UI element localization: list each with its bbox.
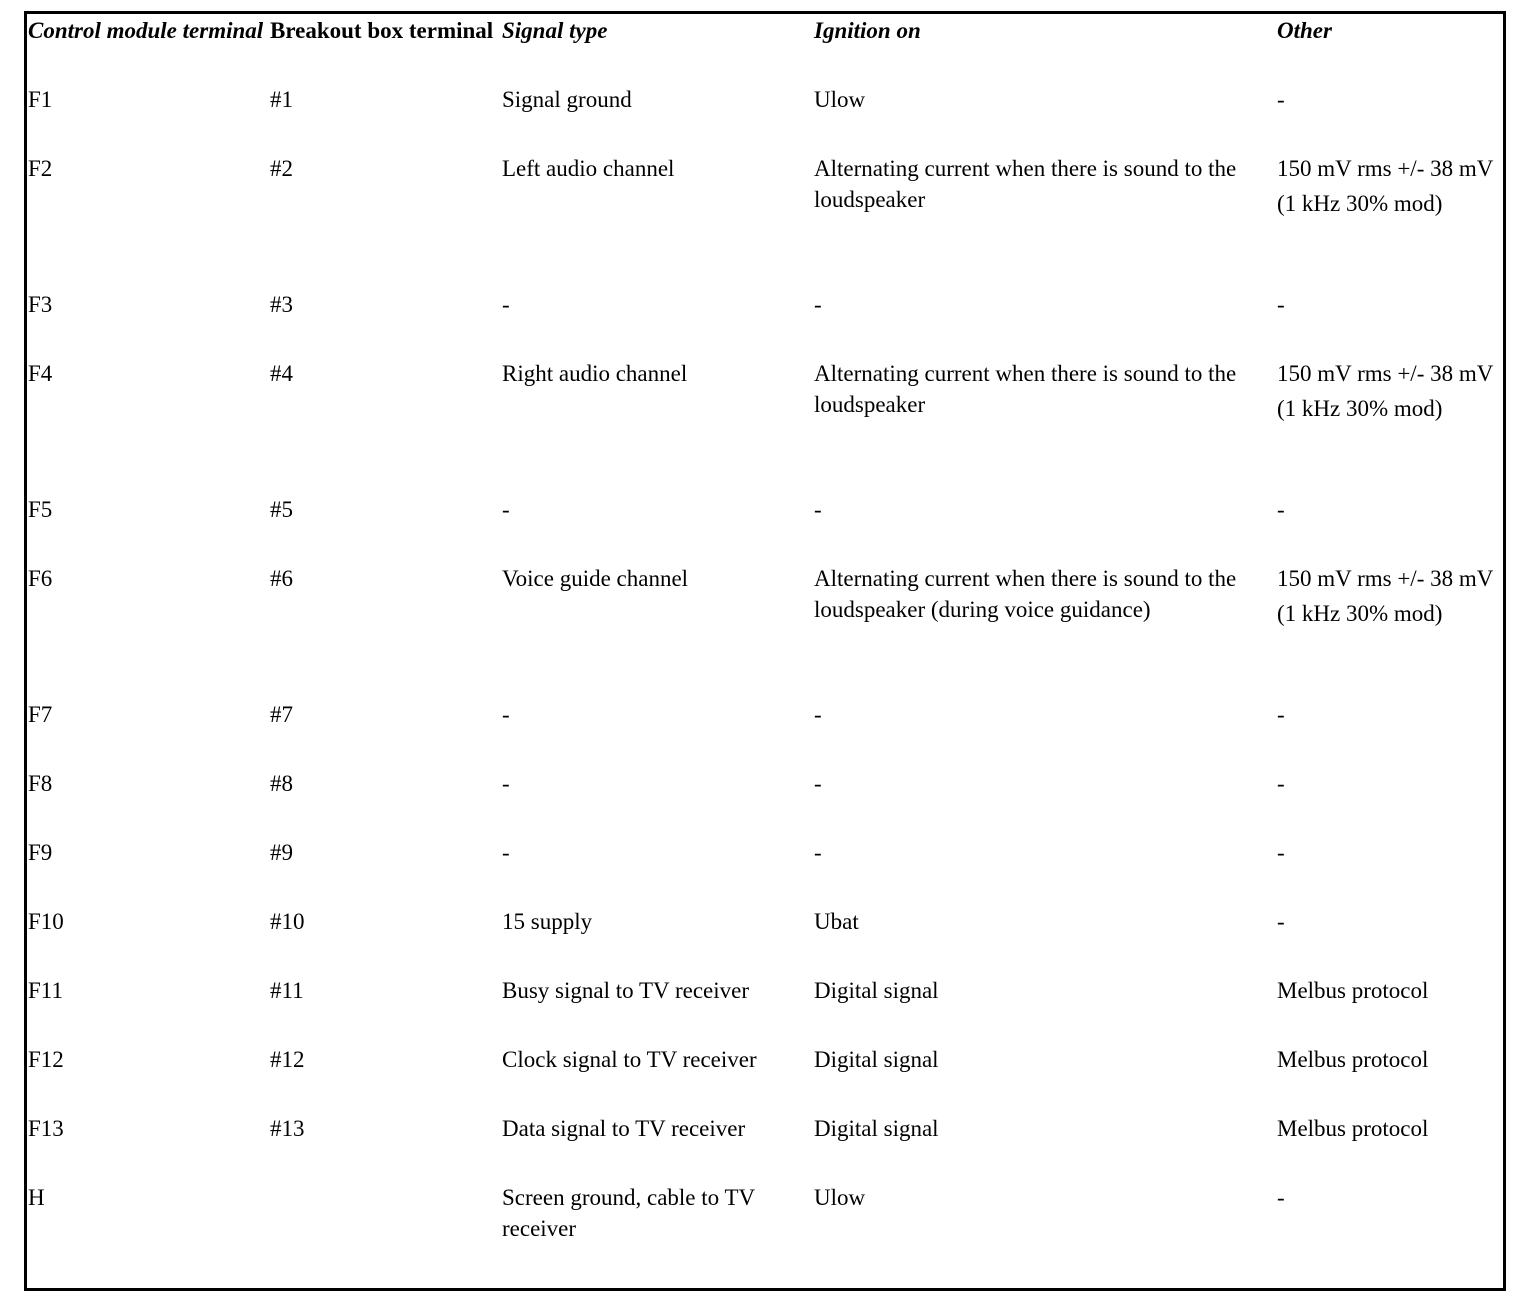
signal-type-cell: Right audio channel (502, 361, 688, 386)
other-note: (1 kHz 30% mod) (1277, 396, 1443, 421)
table-row (28, 358, 1500, 494)
other-cell: - (1277, 1185, 1285, 1210)
ignition-on-cell: Ulow (814, 87, 866, 112)
table-row (28, 494, 1500, 563)
other-cell: - (1277, 497, 1285, 522)
ignition-on-cell: - (814, 702, 822, 727)
table-row (28, 289, 1500, 358)
control-module-terminal-cell: H (28, 1185, 45, 1210)
breakout-box-terminal-cell: #6 (270, 566, 293, 591)
other-value: 150 mV rms +/- 38 mV (1277, 361, 1494, 386)
ignition-on-cell: - (814, 292, 822, 317)
breakout-box-terminal-cell: #10 (270, 909, 305, 934)
other-value: 150 mV rms +/- 38 mV (1277, 156, 1494, 181)
table-row (28, 1182, 1500, 1274)
control-module-terminal-cell: F9 (28, 840, 53, 865)
other-cell: - (1277, 840, 1285, 865)
other-cell: - (1277, 292, 1285, 317)
control-module-terminal-cell: F6 (28, 566, 53, 591)
breakout-box-terminal-cell: #8 (270, 771, 293, 796)
other-note: (1 kHz 30% mod) (1277, 191, 1443, 216)
other-cell: Melbus protocol (1277, 1116, 1429, 1141)
table-row (28, 153, 1500, 289)
pin-table (28, 15, 1500, 1274)
ignition-on-cell: Digital signal (814, 1116, 939, 1141)
breakout-box-terminal-cell: #2 (270, 156, 293, 181)
control-module-terminal-cell: F3 (28, 292, 53, 317)
table-row (28, 563, 1500, 699)
signal-type-cell: - (502, 840, 510, 865)
ignition-on-cell: Digital signal (814, 1047, 939, 1072)
breakout-box-terminal-cell: #12 (270, 1047, 305, 1072)
signal-type-cell: Clock signal to TV receiver (502, 1047, 757, 1072)
other-value: 150 mV rms +/- 38 mV (1277, 566, 1494, 591)
signal-type-cell: Voice guide channel (502, 566, 689, 591)
control-module-terminal-cell: F8 (28, 771, 53, 796)
ignition-on-cell: Alternating current when there is sound to the loudspeaker (during voice guidance) (814, 566, 1237, 622)
ignition-on-cell: Ubat (814, 909, 859, 934)
breakout-box-terminal-cell: #3 (270, 292, 293, 317)
table-row (28, 906, 1500, 975)
header-ignition-on: Ignition on (814, 18, 921, 43)
ignition-on-cell: Alternating current when there is sound to the loudspeaker (814, 361, 1237, 417)
other-cell (1277, 153, 1500, 289)
table-row (28, 1113, 1500, 1182)
header-breakout-box-terminal: Breakout box terminal (270, 18, 494, 43)
signal-type-cell: Screen ground, cable to TV receiver (502, 1185, 755, 1241)
ignition-on-cell: Digital signal (814, 978, 939, 1003)
breakout-box-terminal-cell: #11 (270, 978, 304, 1003)
table-row (28, 837, 1500, 906)
table-row (28, 768, 1500, 837)
table-row (28, 84, 1500, 153)
other-cell: - (1277, 702, 1285, 727)
ignition-on-cell: - (814, 771, 822, 796)
ignition-on-cell: Ulow (814, 1185, 866, 1210)
ignition-on-cell: Alternating current when there is sound to the loudspeaker (814, 156, 1237, 212)
table-row (28, 975, 1500, 1044)
breakout-box-terminal-cell: #5 (270, 497, 293, 522)
signal-type-cell: - (502, 497, 510, 522)
control-module-terminal-cell: F5 (28, 497, 53, 522)
signal-type-cell: Left audio channel (502, 156, 675, 181)
other-cell: Melbus protocol (1277, 978, 1429, 1003)
control-module-terminal-cell: F2 (28, 156, 53, 181)
control-module-terminal-cell: F12 (28, 1047, 64, 1072)
control-module-terminal-cell: F11 (28, 978, 63, 1003)
ignition-on-cell: - (814, 840, 822, 865)
header-control-module-terminal: Control module terminal (28, 18, 264, 43)
breakout-box-terminal-cell: #13 (270, 1116, 305, 1141)
signal-type-cell: Data signal to TV receiver (502, 1116, 746, 1141)
signal-type-cell: 15 supply (502, 909, 593, 934)
table-header-row (28, 15, 1500, 84)
signal-type-cell: Signal ground (502, 87, 632, 112)
breakout-box-terminal-cell: #4 (270, 361, 293, 386)
breakout-box-terminal-cell (270, 1182, 502, 1274)
breakout-box-terminal-cell: #7 (270, 702, 293, 727)
other-cell: - (1277, 771, 1285, 796)
other-note: (1 kHz 30% mod) (1277, 601, 1443, 626)
other-cell (1277, 358, 1500, 494)
signal-type-cell: - (502, 702, 510, 727)
control-module-terminal-cell: F1 (28, 87, 53, 112)
control-module-terminal-cell: F13 (28, 1116, 64, 1141)
other-cell (1277, 563, 1500, 699)
signal-type-cell: Busy signal to TV receiver (502, 978, 749, 1003)
breakout-box-terminal-cell: #1 (270, 87, 293, 112)
other-cell: Melbus protocol (1277, 1047, 1429, 1072)
table-row (28, 699, 1500, 768)
other-cell: - (1277, 87, 1285, 112)
table-row (28, 1044, 1500, 1113)
breakout-box-terminal-cell: #9 (270, 840, 293, 865)
signal-type-cell: - (502, 292, 510, 317)
ignition-on-cell: - (814, 497, 822, 522)
control-module-terminal-cell: F10 (28, 909, 64, 934)
signal-type-cell: - (502, 771, 510, 796)
header-signal-type: Signal type (502, 18, 608, 43)
other-cell: - (1277, 909, 1285, 934)
control-module-terminal-cell: F4 (28, 361, 53, 386)
control-module-terminal-cell: F7 (28, 702, 53, 727)
header-other: Other (1277, 18, 1332, 43)
